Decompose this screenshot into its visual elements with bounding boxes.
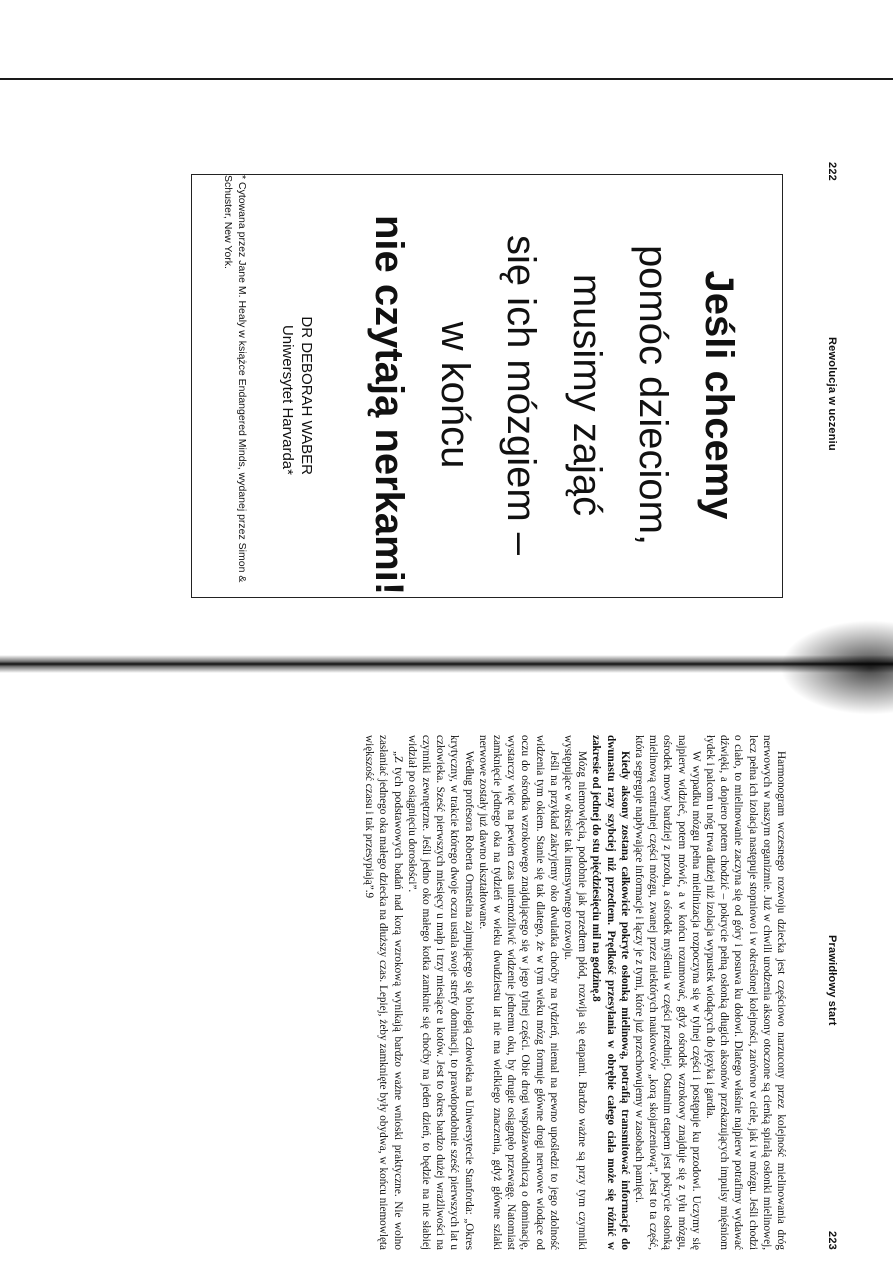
right-page [40,735,840,1250]
paragraph: Mózg niemowlęcia, podobnie jak przedtem płód, rozwija się etapami. Bardzo ważne są przy tym czynniki występujące w okresie tak intensywnego rozwoju. [561,735,589,1250]
running-head: Prawidłowy start [826,935,838,1026]
paragraph: Harmonogram wczesnego rozwoju dziecka jest częściowo narzucony przez kolejność mielinowania dróg nerwowych w naszym organizmie. Już w chwili urodzenia aksony otoczone są cienką spiralą osłonki mielinowej, lecz pełna ich izolacja następuje stopniowo i w określonej kolejności, zarówno w ciele, jak i w mózgu. Jeśli chodzi o ciało, to mielinowanie zaczyna się od góry i posuwa ku dołowi. Dlatego właśnie najpierw potrafimy wydawać dźwięki, a dopiero potem chodzić – pokrycie pełną osłonką długich aksonów przekazujących impulsy mięśniom łydek i palcom u nóg trwa dłużej niż izolacja wypustek wiodących do języka i gardła. [703,735,787,1250]
author-name: DR DEBORAH WABER [298,316,315,475]
quote-line: się ich mózgiem – [499,234,543,556]
author-affiliation: Uniwersytet Harvarda* [279,324,296,475]
page-top-rule [0,78,893,80]
paragraph-bold: Kiedy aksony zostaną całkowicie pokryte osłonką mielinową, potrafią transmitować informacje do dwunastu razy szybciej niż przedtem. Prędkość przesyłania w obrębie całego ciała może się różnić w zakresie od jednej do stu pięćdziesięciu mil na godzinę.8 [590,735,631,1250]
epigraph-quote [356,215,752,596]
paragraph: W wypadku mózgu pełna mielinizacja rozpoczyna się w tylnej części i postępuje ku przodowi. Uczymy się najpierw widzieć, potem mówić, a w końcu rozumować, gdyż ośrodek wzrokowy znajduje się z tyłu mózgu, ośrodek mowy bardziej z przodu, a ośrodek myślenia w części przedniej. Ostatnim etapem jest pokrycie osłonką mielinową centralnej części mózgu, zwanej przez niektórych naukowców „korą skojarzeniową”. Jest to ta część, która segreguje napływające informacje i łączy je z tymi, które już przechowujemy w zasobach pamięci. [632,735,702,1250]
left-page [40,162,840,642]
quote-line: pomóc dzieciom, [631,244,675,546]
running-head: Rewolucja w uczeniu [826,337,838,451]
paragraph: Jeśli na przykład zakryjemy oko dwulatka choćby na tydzień, niemal na pewno upośledzi to jego zdolność widzenia tym okiem. Stanie się tak dlatego, że w tym wieku mózg formuje główne drogi nerwowe wiodące od oczu do ośrodka wzrokowego znajdującego się w jego tylnej części. Obie drogi współzawodniczą o dominację, wystarczy więc na pewien czas uniemożliwić widzenie jednemu oku, by drugie osiągnęło przewagę. Natomiast zamknięcie jednego oka na tydzień w wieku dwudziestu lat nie ma wielkiego znaczenia, gdyż główne szlaki nerwowe zostały już dawno ukształtowane. [476,735,560,1250]
quote-line: Jeśli chcemy [697,270,741,520]
quote-line: nie czytają nerkami! [367,215,411,596]
quote-line: w końcu [433,321,477,469]
paragraph: „Z tych podstawowych badań nad korą wzrokową wynikają bardzo ważne wnioski praktyczne. Nie wolno zasłaniać jednego oka małego dziecka na dłuższy czas. Lepiej, żeby zamknięte były obydwa, w końcu niemowlęta większość czasu i tak przesypiają”.9 [363,735,404,1250]
footnote: * Cytowana przez Jane M. Healy w książce Endangered Minds, wydanej przez Simon & Schuster, New York. [222,175,248,583]
page-number: 222 [826,162,838,181]
paragraph: Według profesora Roberta Ornsteina zajmującego się biologią człowieka na Uniwersytecie Stanforda: „Okres krytyczny, w trakcie którego dwoje oczu ustala swoje strefy dominacji, to prawdopodobnie sześć pierwszych lat u człowieka. Sześć pierwszych miesięcy u małp i trzy miesiące u kotów. Jest to okres bardzo dużej wrażliwości na czynniki zewnętrzne. Jeśli jedno oko małego kotka zamknie się choćby na jeden dzień, to będzie na nie słabiej widział po osiągnięciu dorosłości”. [405,735,475,1250]
quote-box [191,174,783,598]
quote-attribution [278,175,316,475]
book-spine-fold [0,655,893,673]
quote-line: musimy zająć [565,273,609,517]
page-number: 223 [826,1231,838,1250]
body-text [362,735,788,1250]
